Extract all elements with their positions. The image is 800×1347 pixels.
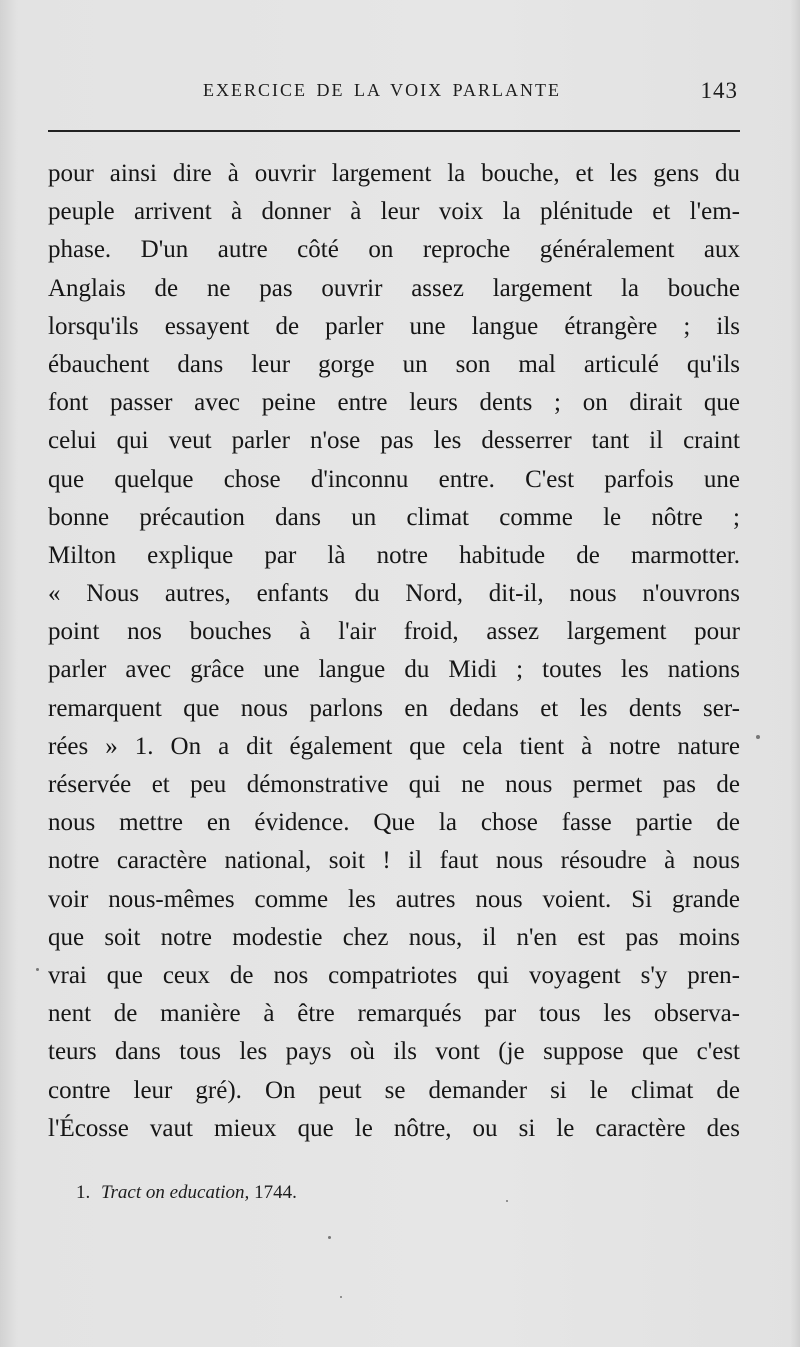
text-line: l'Écosse vaut mieux que le nôtre, ou si le caractère des — [48, 1114, 740, 1142]
paper-speck — [756, 735, 760, 739]
text-line: pour ainsi dire à ouvrir largement la bouche, et les gens du — [48, 160, 740, 187]
footnote-title: Tract on education, — [101, 1182, 250, 1203]
text-line: contre leur gré). On peut se demander si le climat de — [48, 1076, 740, 1104]
text-line: point nos bouches à l'air froid, assez largement pour — [48, 618, 740, 646]
text-line: réservée et peu démonstrative qui ne nous permet pas de — [48, 771, 740, 798]
text-line: notre caractère national, soit ! il faut nous résoudre à nous — [48, 847, 740, 875]
text-line: celui qui veut parler n'ose pas les desserrer tant il craint — [48, 427, 740, 455]
paper-speck — [36, 968, 39, 971]
paper-speck — [506, 1200, 508, 1202]
text-line: Milton explique par là notre habitude de marmotter. — [48, 541, 740, 569]
text-line: font passer avec peine entre leurs dents ; on dirait que — [48, 389, 740, 417]
text-line: nous mettre en évidence. Que la chose fasse partie de — [48, 809, 740, 837]
text-line: phase. D'un autre côté on reproche généralement aux — [48, 236, 740, 264]
running-head: EXERCICE DE LA VOIX PARLANTE — [203, 80, 562, 100]
text-line: « Nous autres, enfants du Nord, dit-il, nous n'ouvrons — [48, 580, 740, 608]
text-line: que quelque chose d'inconnu entre. C'est parfois une — [48, 465, 740, 493]
page-header — [48, 74, 740, 114]
text-line: bonne précaution dans un climat comme le nôtre ; — [48, 503, 740, 531]
page-number: 143 — [700, 78, 738, 103]
footnote-year: 1744. — [254, 1182, 297, 1203]
text-line: que soit notre modestie chez nous, il n'en est pas moins — [48, 923, 740, 951]
text-line: lorsqu'ils essayent de parler une langue étrangère ; ils — [48, 312, 740, 340]
text-line: remarquent que nous parlons en dedans et les dents ser- — [48, 694, 740, 722]
text-line: teurs dans tous les pays où ils vont (je suppose que c'est — [48, 1038, 740, 1066]
paper-speck — [328, 1236, 331, 1239]
text-line: peuple arrivent à donner à leur voix la plénitude et l'em- — [48, 198, 740, 226]
text-line: vrai que ceux de nos compatriotes qui voyagent s'y pren- — [48, 961, 740, 989]
text-line: rées » 1. On a dit également que cela tient à notre nature — [48, 732, 740, 760]
text-line: nent de manière à être remarqués par tous les observa- — [48, 1000, 740, 1028]
body-text — [48, 155, 740, 1148]
text-line: ébauchent dans leur gorge un son mal articulé qu'ils — [48, 350, 740, 378]
text-line: voir nous-mêmes comme les autres nous voient. Si grande — [48, 885, 740, 913]
paper-speck — [340, 1296, 342, 1298]
footnote-number: 1. — [76, 1182, 91, 1203]
header-rule — [48, 130, 740, 132]
footnote — [76, 1182, 297, 1204]
text-line: Anglais de ne pas ouvrir assez largement la bouche — [48, 274, 740, 302]
text-line: parler avec grâce une langue du Midi ; toutes les nations — [48, 656, 740, 684]
